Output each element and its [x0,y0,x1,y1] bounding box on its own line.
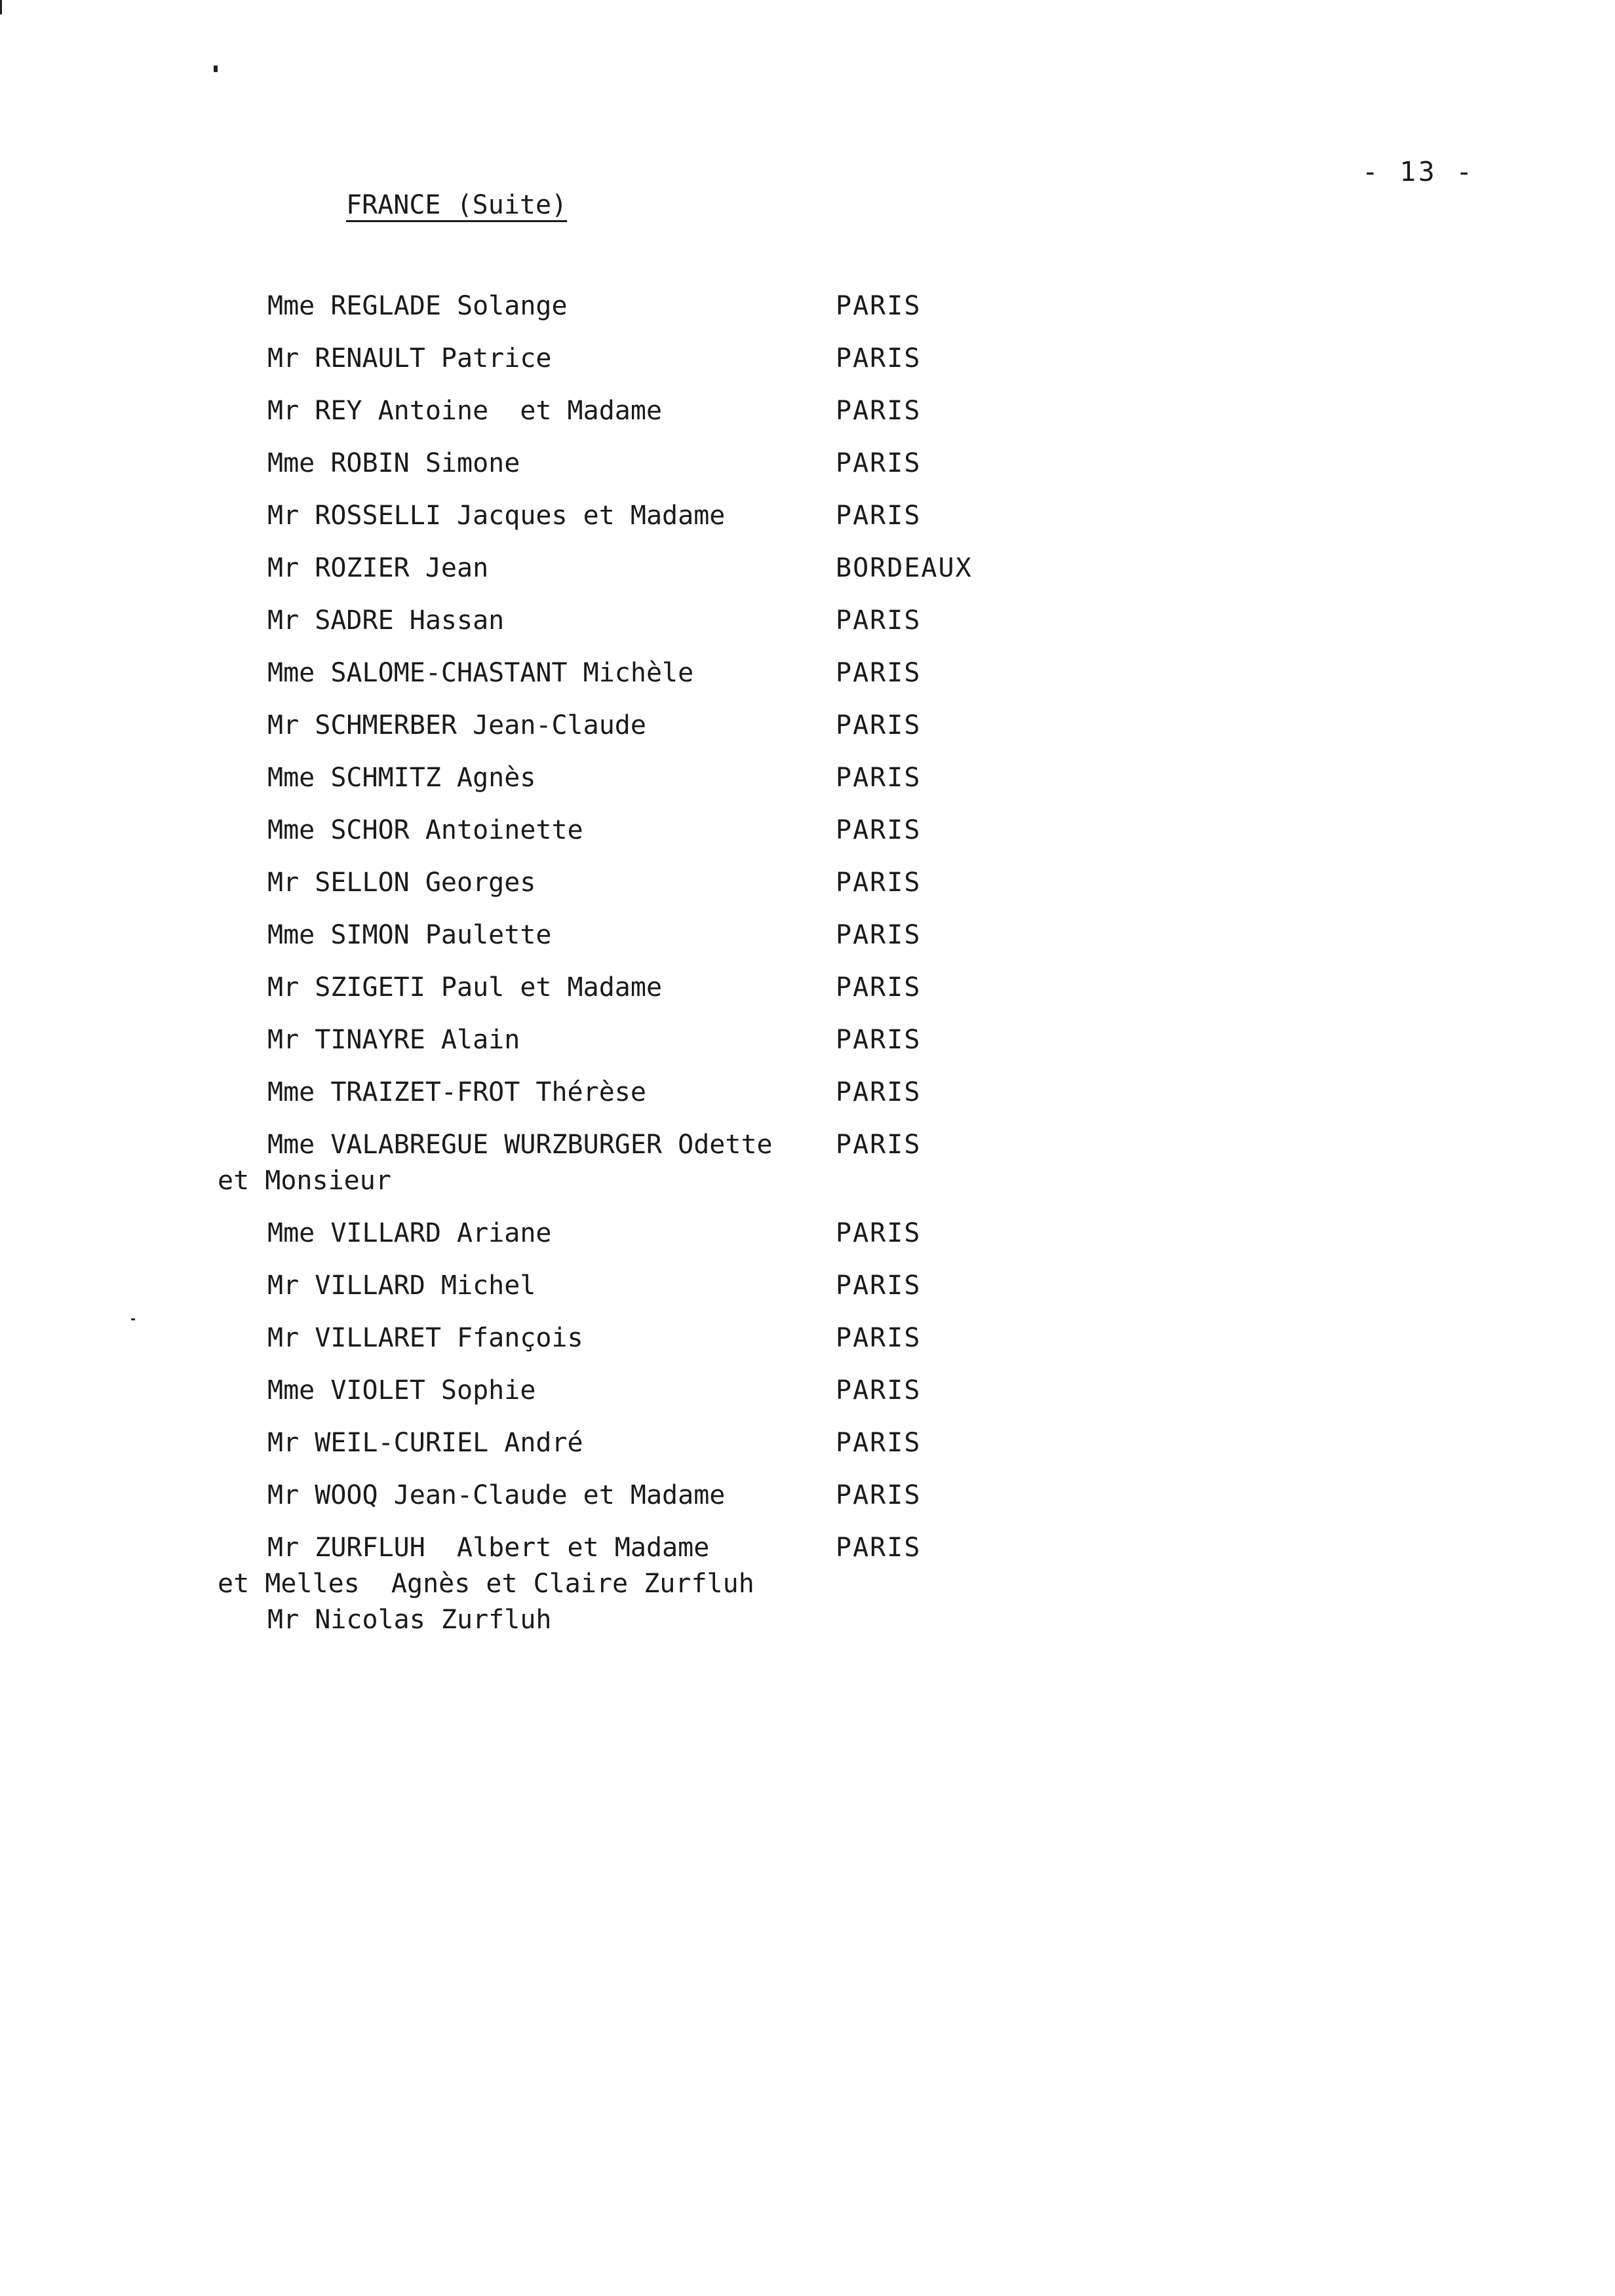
attendee-name [157,655,836,691]
list-item [157,1215,1075,1252]
attendee-name-line: Mr REY Antoine et Madame [267,396,663,426]
list-item [157,498,1075,534]
attendee-name [157,1127,836,1199]
list-item [157,1530,1075,1638]
section-title: FRANCE (Suite) [346,190,568,220]
list-item [157,393,1075,429]
attendee-name-line: Mme SALOME-CHASTANT Michèle [267,658,694,688]
attendee-city: PARIS [836,1130,922,1160]
list-item [157,1478,1075,1514]
list-item [157,1127,1075,1199]
list-item [157,708,1075,744]
attendee-name [157,1373,836,1409]
attendee-city: PARIS [836,763,922,793]
list-item [157,1022,1075,1058]
attendee-city: BORDEAUX [836,553,973,583]
attendee-name [157,1320,836,1356]
attendee-name [157,1215,836,1252]
attendee-name-line: Mr VILLARET Ffançois [267,1323,583,1353]
attendee-city: PARIS [836,1428,922,1458]
list-item [157,1373,1075,1409]
attendee-city: PARIS [836,343,922,373]
attendee-name [157,1075,836,1111]
attendee-name-line: Mme VIOLET Sophie [267,1375,536,1406]
attendee-city: PARIS [836,1533,922,1563]
attendee-city: PARIS [836,396,922,426]
list-item [157,865,1075,901]
list-item [157,760,1075,796]
list-item [157,917,1075,953]
attendee-name-line: Mr TINAYRE Alain [267,1025,520,1055]
list-item [157,1075,1075,1111]
corner-mark [0,0,2,14]
list-item [157,550,1075,586]
attendee-name [157,1022,836,1058]
attendee-name [157,1530,836,1638]
attendee-name [157,970,836,1006]
attendee-name-line: Mme SIMON Paulette [267,920,552,950]
attendee-city: PARIS [836,1375,922,1406]
attendee-name-line: Mr SZIGETI Paul et Madame [267,972,663,1003]
punch-mark [214,66,218,72]
attendee-list [157,288,1075,1655]
attendee-city: PARIS [836,501,922,531]
attendee-name-line: Mr VILLARD Michel [267,1271,536,1301]
attendee-city: PARIS [836,972,922,1003]
attendee-name-line: Mr ROZIER Jean [267,553,489,583]
attendee-name-line: Mr ROSSELLI Jacques et Madame [267,501,726,531]
list-item [157,603,1075,639]
attendee-city: PARIS [836,710,922,740]
attendee-name-line: Mr SELLON Georges [267,868,536,898]
attendee-name-continuation: et Monsieur [218,1166,391,1196]
attendee-name-line: Mme TRAIZET-FROT Thérèse [267,1077,646,1107]
page-number: - 13 - [1362,156,1475,187]
attendee-name [157,1268,836,1304]
attendee-city: PARIS [836,1077,922,1107]
list-item [157,813,1075,849]
attendee-name [157,1478,836,1514]
attendee-name [157,865,836,901]
attendee-name [157,708,836,744]
attendee-name-line: Mme SCHMITZ Agnès [267,763,536,793]
attendee-name-line: Mme ROBIN Simone [267,448,520,478]
attendee-name-line: Mr WOOQ Jean-Claude et Madame [267,1480,726,1510]
attendee-name [157,550,836,586]
attendee-city: PARIS [836,658,922,688]
attendee-name-line: Mr SCHMERBER Jean-Claude [267,710,646,740]
attendee-name [157,603,836,639]
attendee-name-line: Mme SCHOR Antoinette [267,815,583,845]
attendee-city: PARIS [836,920,922,950]
attendee-city: PARIS [836,1025,922,1055]
attendee-name [157,393,836,429]
list-item [157,341,1075,377]
list-item [157,655,1075,691]
attendee-city: PARIS [836,1271,922,1301]
attendee-city: PARIS [836,448,922,478]
attendee-name [157,1425,836,1461]
attendee-city: PARIS [836,605,922,636]
list-item [157,288,1075,324]
attendee-name-line: Mr RENAULT Patrice [267,343,552,373]
margin-mark [131,1318,135,1320]
attendee-name-line: Mme VALABREGUE WURZBURGER Odette [267,1130,773,1160]
attendee-name [157,446,836,482]
attendee-name-line: Mr WEIL-CURIEL André [267,1428,583,1458]
list-item [157,446,1075,482]
attendee-city: PARIS [836,1480,922,1510]
attendee-city: PARIS [836,868,922,898]
list-item [157,970,1075,1006]
attendee-name [157,813,836,849]
attendee-name [157,288,836,324]
attendee-city: PARIS [836,1323,922,1353]
attendee-name-line: Mr ZURFLUH Albert et Madame [267,1533,710,1563]
attendee-name [157,917,836,953]
list-item [157,1425,1075,1461]
attendee-name-line: Mr SADRE Hassan [267,605,505,636]
list-item [157,1320,1075,1356]
attendee-name-line: Mme VILLARD Ariane [267,1218,552,1248]
attendee-city: PARIS [836,815,922,845]
attendee-city: PARIS [836,291,922,321]
attendee-name [157,760,836,796]
attendee-name-continuation: Mr Nicolas Zurfluh [267,1605,552,1635]
attendee-city: PARIS [836,1218,922,1248]
list-item [157,1268,1075,1304]
attendee-name [157,341,836,377]
attendee-name-continuation: et Melles Agnès et Claire Zurfluh [218,1569,754,1599]
attendee-name [157,498,836,534]
attendee-name-line: Mme REGLADE Solange [267,291,568,321]
